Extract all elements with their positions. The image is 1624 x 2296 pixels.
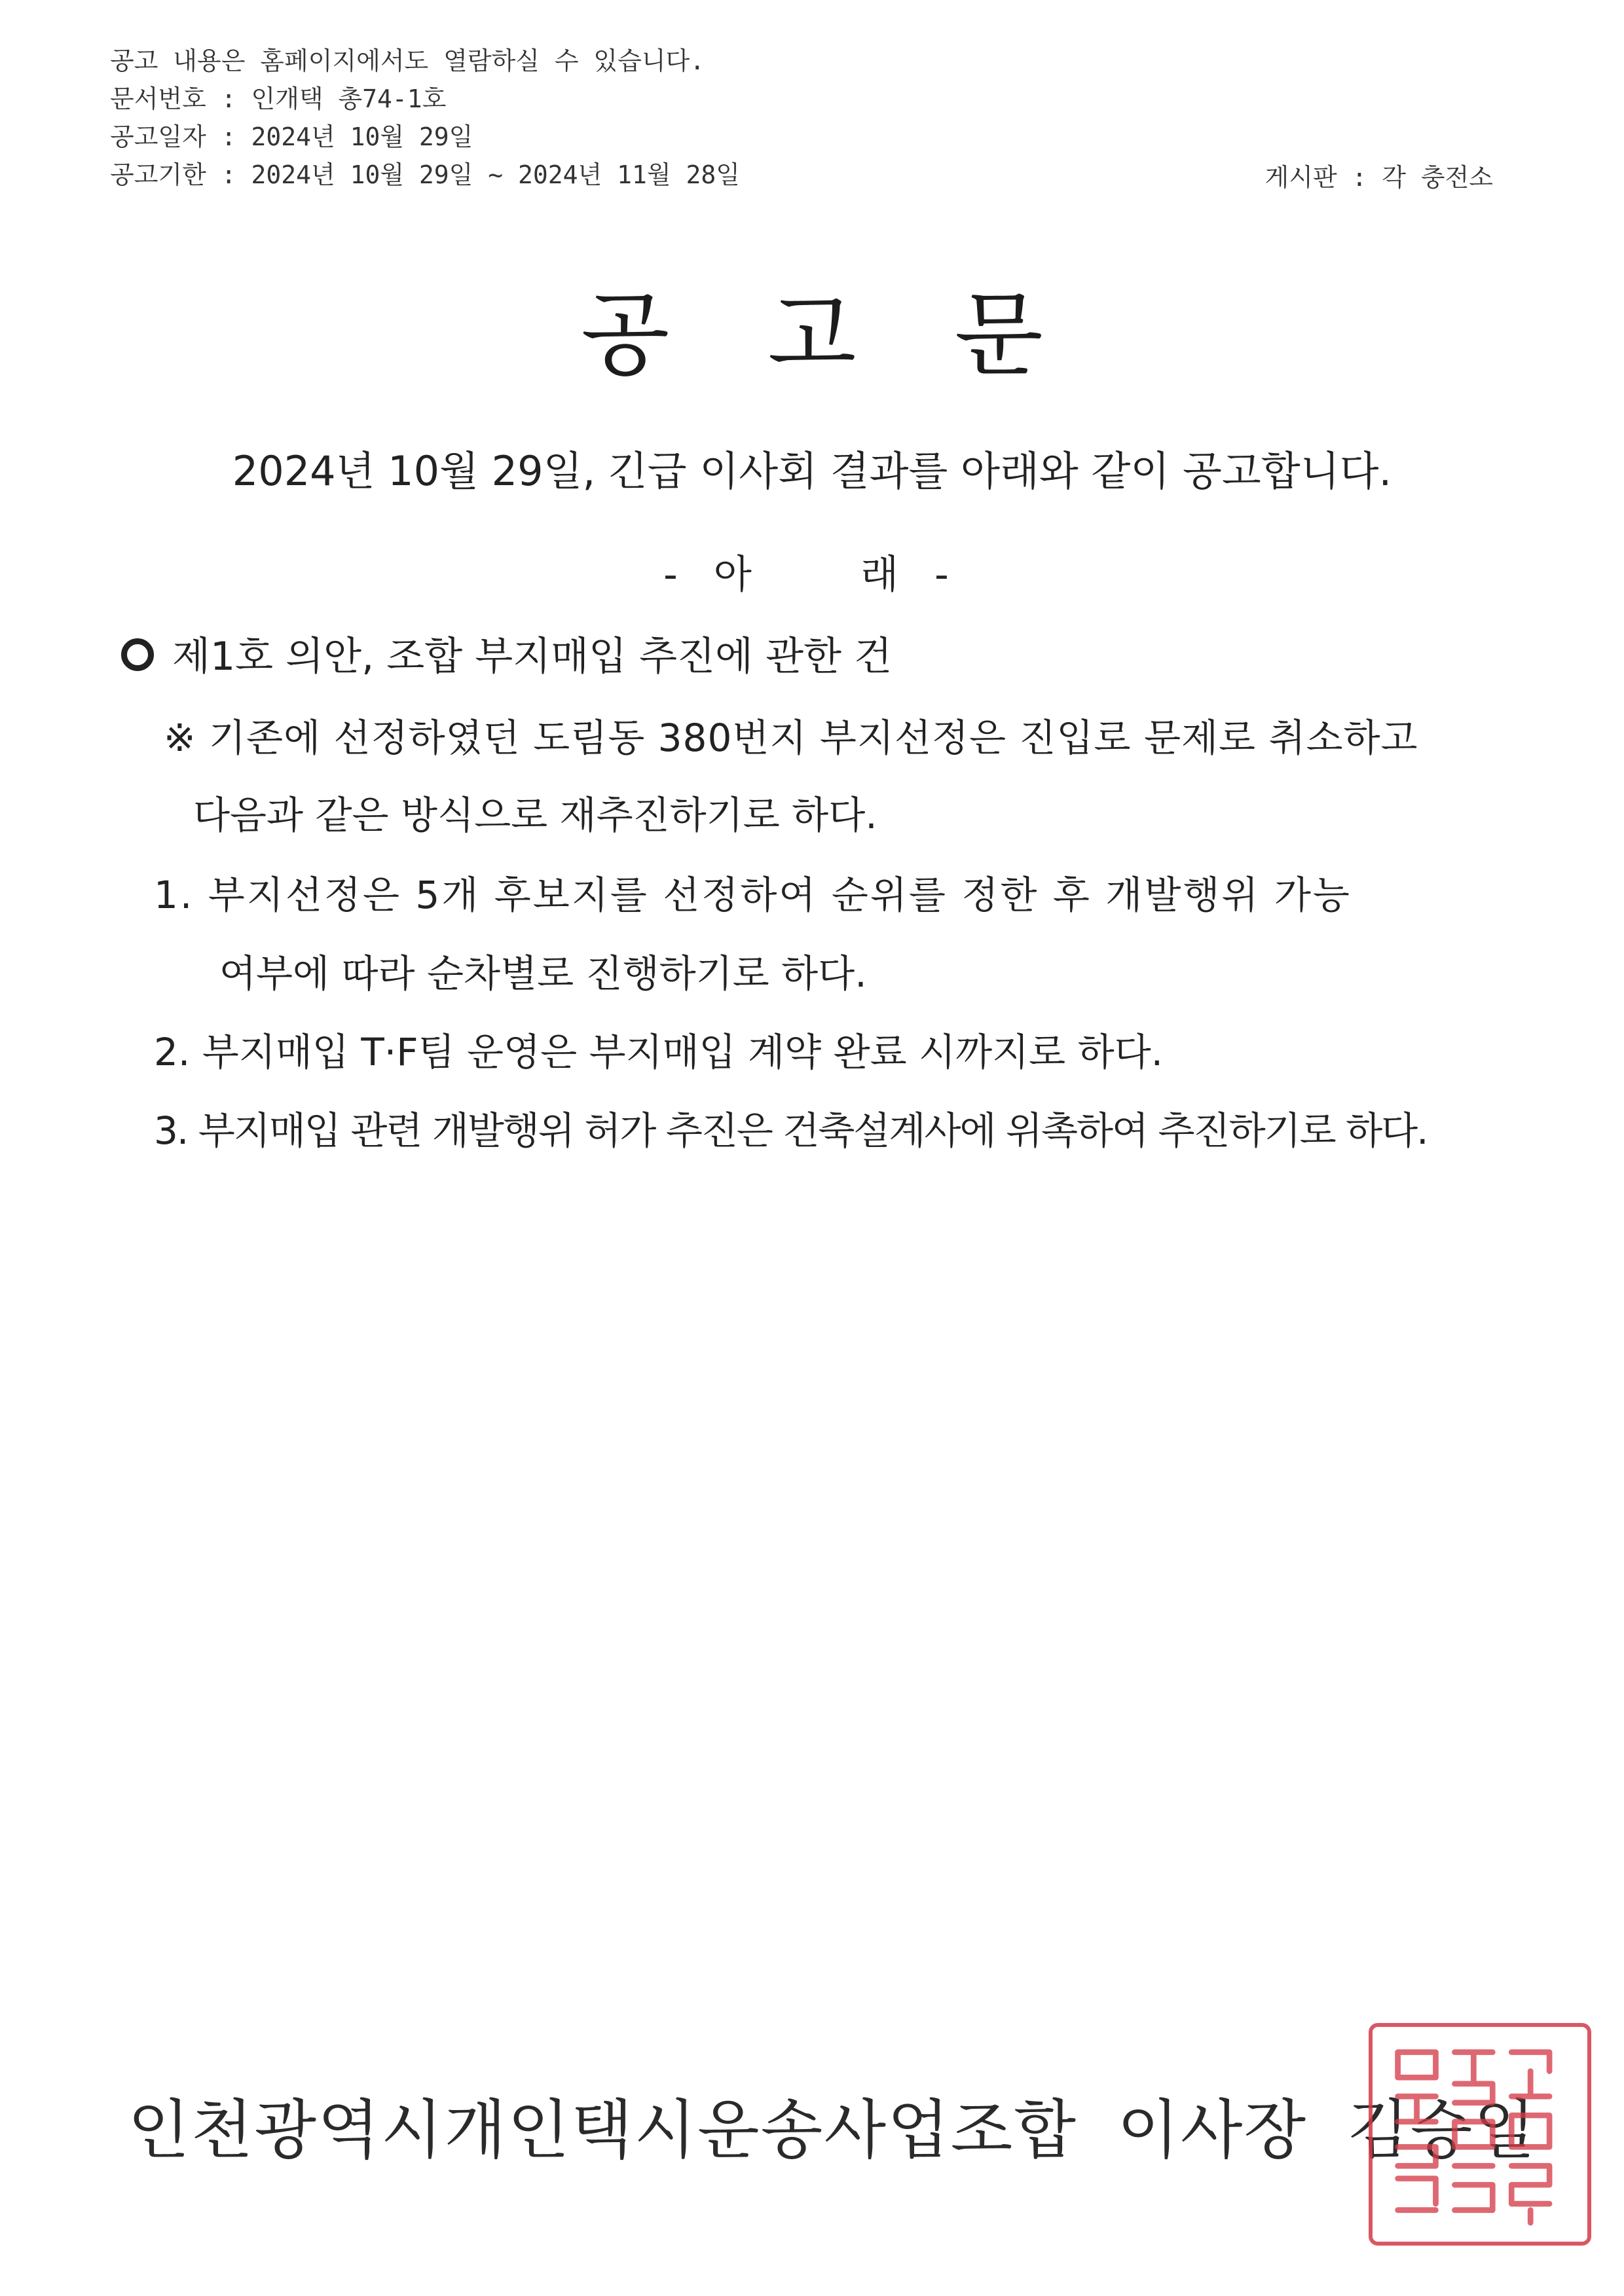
item-2: 2. 부지매입 T·F팀 운영은 부지매입 계약 완료 시까지로 하다. [154,1030,1164,1074]
document-title: 공고문 [581,282,1141,389]
note-line-1: ※ 기존에 선정하였던 도림동 380번지 부지선정은 진입로 문제로 취소하고 [164,716,1418,760]
item-1-line-1: 1. 부지선정은 5개 후보지를 선정하여 순위를 정한 후 개발행위 가능 [154,873,1352,917]
section-marker: - 아 래 - [663,552,961,598]
official-seal [1369,2023,1591,2246]
agenda-heading-text: 제1호 의안, 조합 부지매입 추진에 관한 건 [172,634,893,680]
item-1-line-2: 여부에 따라 순차별로 진행하기로 하다. [219,951,867,996]
signature-line: 인천광역시개인택시운송사업조합 이사장 김승일 [128,2093,1538,2168]
seal-stamp-icon [1373,2027,1587,2242]
agenda-heading [121,625,892,682]
item-3: 3. 부지매입 관련 개발행위 허가 추진은 건축설계사에 위촉하여 추진하기로 하다. [154,1108,1428,1153]
note-line-2: 다음과 같은 방식으로 재추진하기로 하다. [193,793,877,837]
document-number: 문서번호 : 인개택 총74-1호 [110,84,447,113]
bulletin-board: 게시판 : 각 충전소 [1264,163,1493,192]
intro-text: 2024년 10월 29일, 긴급 이사회 결과를 아래와 같이 공고합니다. [232,447,1392,495]
notice-date: 공고일자 : 2024년 10월 29일 [110,122,473,151]
homepage-notice: 공고 내용은 홈페이지에서도 열람하실 수 있습니다. [110,46,705,75]
notice-period: 공고기한 : 2024년 10월 29일 ~ 2024년 11월 28일 [110,160,740,189]
circle-bullet-icon [121,638,154,671]
